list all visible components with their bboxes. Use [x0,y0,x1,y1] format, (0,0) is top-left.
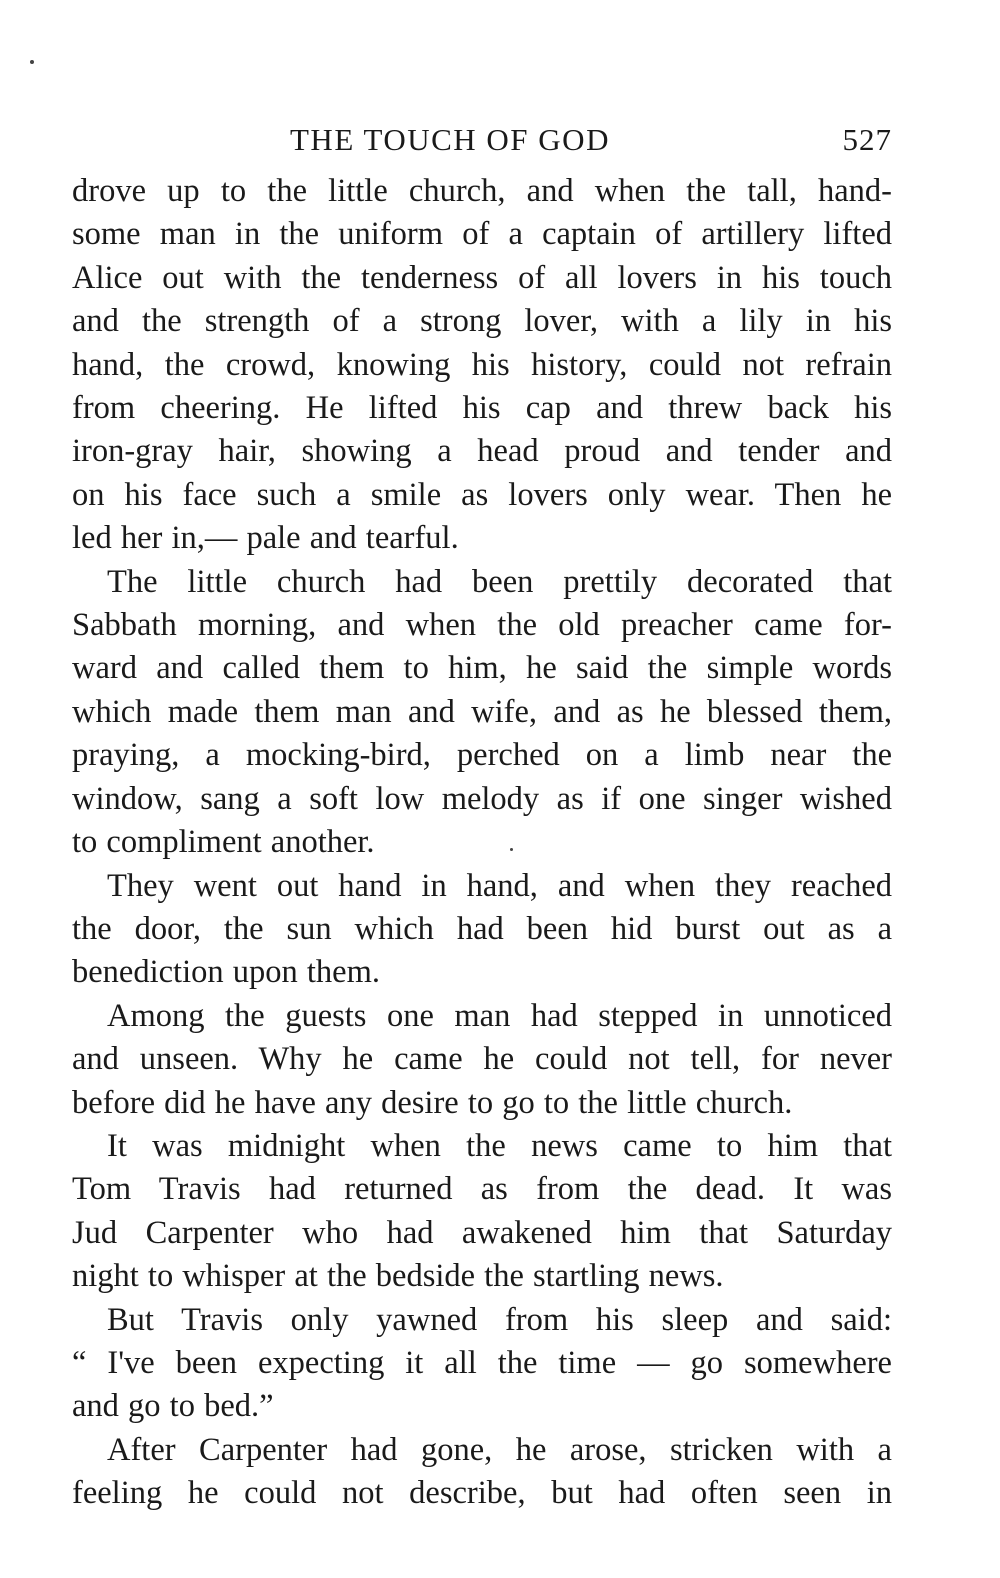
text-line: led her in,— pale and tearful. [72,520,459,557]
text-line: Among the guests one man had stepped in unnoticed [107,997,892,1034]
text-line: the door, the sun which had been hid burst out as a [72,910,892,947]
text-line: some man in the uniform of a captain of artillery lifted [72,216,892,253]
text-line: ward and called them to him, he said the simple words [72,650,892,687]
text-line: before did he have any desire to go to the little church. [72,1084,793,1121]
text-line: feeling he could not describe, but had often seen in [72,1475,892,1512]
text-line: They went out hand in hand, and when they reached [107,867,892,904]
text-line: night to whisper at the bedside the startling news. [72,1258,724,1295]
book-page [72,118,892,1516]
text-line: and the strength of a strong lover, with a lily in his [72,303,892,340]
text-line: from cheering. He lifted his cap and threw back his [72,390,892,427]
text-line: drove up to the little church, and when the tall, hand- [72,173,892,209]
text-line: and go to bed.” [72,1388,274,1425]
text-line: on his face such a smile as lovers only wear. Then he [72,476,892,513]
page-number: 527 [842,122,892,157]
text-line: to compliment another. [72,824,375,861]
text-line: It was midnight when the news came to him that [107,1127,892,1164]
text-line: and unseen. Why he came he could not tell, for never [72,1041,892,1078]
text-line: The little church had been prettily decorated that [107,563,892,600]
text-line: which made them man and wife, and as he blessed them, [72,693,892,730]
text-line: “ I've been expecting it all the time — go somewhere [72,1344,892,1381]
text-line: window, sang a soft low melody as if one singer wished [72,780,892,817]
text-line: iron-gray hair, showing a head proud and tender and [72,433,892,470]
text-line: But Travis only yawned from his sleep and said: [107,1301,892,1338]
text-line: Sabbath morning, and when the old preacher came for- [72,607,892,644]
text-line: Tom Travis had returned as from the dead. It was [72,1171,892,1208]
text-line: After Carpenter had gone, he arose, stricken with a [107,1431,892,1468]
text-line: Jud Carpenter who had awakened him that Saturday [72,1214,892,1251]
text-line: Alice out with the tenderness of all lovers in his touch [72,259,892,296]
margin-speck [30,60,34,64]
text-line: hand, the crowd, knowing his history, could not refrain [72,346,892,383]
running-header [72,118,892,170]
running-title: THE TOUCH OF GOD [290,122,610,157]
text-line: benediction upon them. [72,954,380,991]
text-line: praying, a mocking-bird, perched on a limb near the [72,737,892,774]
body-text [72,170,892,1516]
